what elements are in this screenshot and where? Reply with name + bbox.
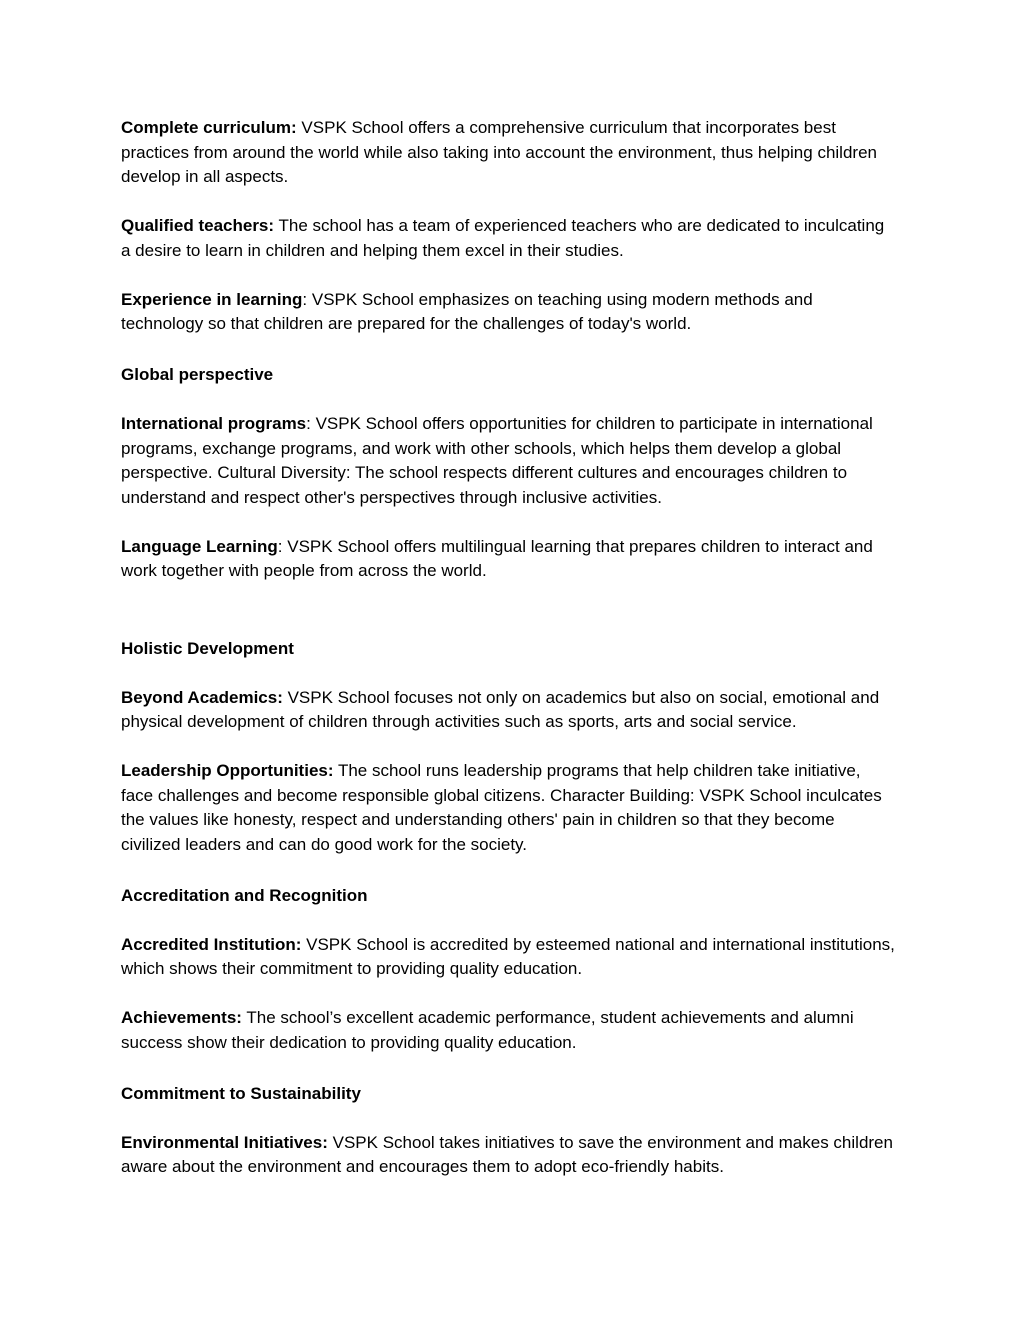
paragraph-label: Achievements: bbox=[121, 1008, 242, 1027]
paragraph-text: VSPK School takes initiatives to save the environment and makes children aware about the environment and encourages them to adopt eco-friendly habits. bbox=[121, 1132, 893, 1176]
paragraph-label: Leadership Opportunities: bbox=[121, 761, 334, 780]
paragraph-text: The school has a team of experienced teachers who are dedicated to inculcating a desire to learn in children and helping them excel in their studies. bbox=[121, 216, 885, 260]
paragraph-text: : VSPK School emphasizes on teaching using modern methods and technology so that children are prepared for the challenges of today's world. bbox=[121, 289, 813, 333]
paragraph-text: : VSPK School offers multilingual learning that prepares children to interact and work together with people from across the world. bbox=[121, 536, 873, 580]
heading-commitment-to-sustainability: Commitment to Sustainability bbox=[121, 1083, 361, 1103]
paragraph-leadership-opportunities bbox=[121, 759, 896, 857]
paragraph-experience-in-learning bbox=[121, 288, 896, 337]
paragraph-achievements bbox=[121, 1006, 896, 1055]
paragraph-complete-curriculum bbox=[121, 116, 896, 190]
paragraph-text: VSPK School focuses not only on academics but also on social, emotional and physical development of children through activities such as sports, arts and social service. bbox=[121, 687, 880, 731]
paragraph-label: Qualified teachers: bbox=[121, 216, 275, 235]
paragraph-international-programs bbox=[121, 412, 896, 510]
paragraph-text: The school runs leadership programs that help children take initiative, face challenges and become responsible global citizens. Character Building: VSPK School inculcates the values like honesty, respect and understanding others' pain in children so that they become civilized leaders and can do good work for the society. bbox=[121, 761, 882, 854]
paragraph-accredited-institution bbox=[121, 933, 896, 982]
paragraph-qualified-teachers bbox=[121, 214, 896, 263]
paragraph-text: VSPK School offers a comprehensive curriculum that incorporates best practices from around the world while also taking into account the environment, thus helping children develop in all aspects. bbox=[121, 118, 877, 186]
paragraph-beyond-academics bbox=[121, 686, 896, 735]
paragraph-text: The school’s excellent academic performance, student achievements and alumni success show their dedication to providing quality education. bbox=[121, 1008, 854, 1052]
paragraph-label: International programs bbox=[121, 414, 307, 433]
heading-accreditation-and-recognition: Accreditation and Recognition bbox=[121, 885, 368, 905]
paragraph-label: Complete curriculum: bbox=[121, 118, 297, 137]
heading-holistic-development: Holistic Development bbox=[121, 638, 294, 658]
paragraph-text: VSPK School is accredited by esteemed national and international institutions, which shows their commitment to providing quality education. bbox=[121, 934, 895, 978]
heading-global-perspective: Global perspective bbox=[121, 365, 274, 384]
paragraph-language-learning bbox=[121, 535, 896, 584]
paragraph-label: Experience in learning bbox=[121, 289, 303, 309]
paragraph-label: Beyond Academics: bbox=[121, 687, 283, 707]
paragraph-text: : VSPK School offers opportunities for children to participate in international programs, exchange programs, and work with other schools, which helps them develop a global perspective. Cultural Diversity: The school respects different cultures and encourages children to understand and respect other's perspectives through inclusive activities. bbox=[121, 414, 873, 507]
paragraph-label: Accredited Institution: bbox=[121, 934, 302, 954]
paragraph-label: Language Learning bbox=[121, 536, 278, 556]
paragraph-label: Environmental Initiatives: bbox=[121, 1132, 328, 1152]
document-page bbox=[121, 116, 896, 1180]
paragraph-environmental-initiatives bbox=[121, 1131, 896, 1180]
